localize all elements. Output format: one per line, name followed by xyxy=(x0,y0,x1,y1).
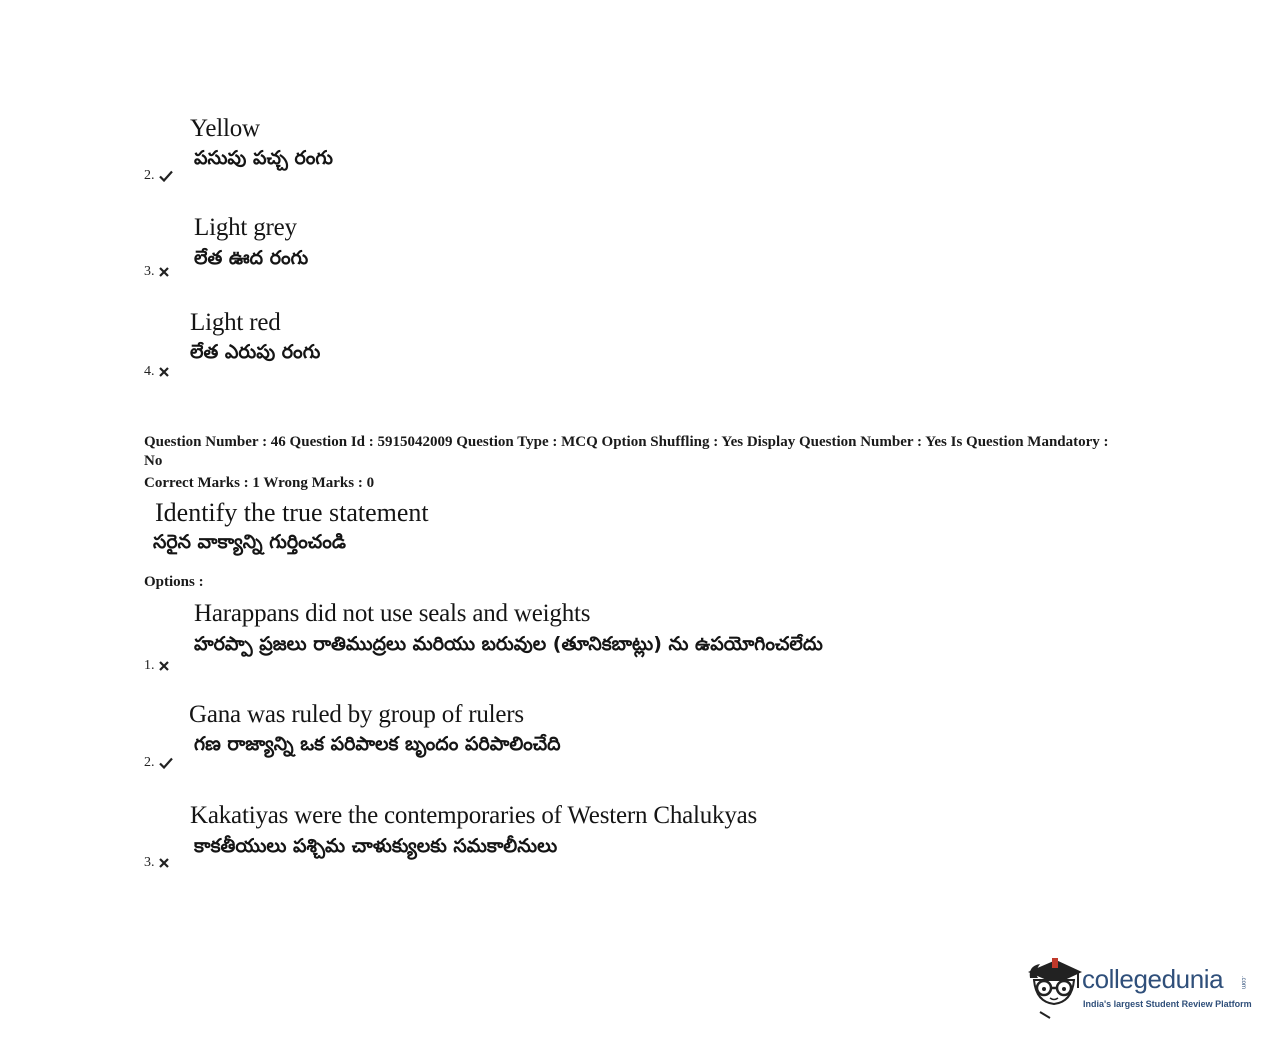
prev-option-3-telugu: లేత ఊద రంగు xyxy=(194,247,309,269)
option-number-label: 4. xyxy=(144,364,155,379)
prev-option-2-number xyxy=(144,168,173,184)
option-2-number xyxy=(144,755,173,771)
question-meta: Question Number : 46 Question Id : 5915042009 Question Type : MCQ Option Shuffling : Yes Display Question Number : Yes Is Question Mandatory : No xyxy=(144,434,1109,469)
prev-option-2-telugu: పసుపు పచ్చ రంగు xyxy=(194,147,333,169)
option-2-telugu: గణ రాజ్యాన్ని ఒక పరిపాలక బృందం పరిపాలించేది xyxy=(194,733,561,755)
cross-icon xyxy=(159,858,169,868)
logo-wordmark: collegedunia xyxy=(1082,964,1224,994)
prev-option-3-number xyxy=(144,264,169,280)
check-icon xyxy=(159,170,173,182)
cross-icon xyxy=(159,267,169,277)
collegedunia-logo xyxy=(1022,952,1252,1022)
prev-option-2-english: Yellow xyxy=(190,115,260,142)
logo-tagline: India's largest Student Review Platform xyxy=(1083,999,1252,1009)
prev-option-4-telugu: లేత ఎరుపు రంగు xyxy=(190,341,321,363)
option-number-label: 2. xyxy=(144,168,155,183)
logo-suffix: .com xyxy=(1240,976,1246,990)
option-number-label: 2. xyxy=(144,755,155,770)
option-number-label: 3. xyxy=(144,855,155,870)
question-marks: Correct Marks : 1 Wrong Marks : 0 xyxy=(144,475,375,491)
options-label: Options : xyxy=(144,574,204,590)
question-text-english: Identify the true statement xyxy=(155,498,429,527)
prev-option-3-english: Light grey xyxy=(194,214,297,241)
cross-icon xyxy=(159,661,169,671)
option-2-english: Gana was ruled by group of rulers xyxy=(189,701,524,728)
option-1-telugu: హరప్పా ప్రజలు రాతిముద్రలు మరియు బరువుల (తూనికబాట్లు) ను ఉపయోగించలేదు xyxy=(194,633,823,655)
cross-icon xyxy=(159,367,169,377)
option-3-english: Kakatiyas were the contemporaries of Western Chalukyas xyxy=(190,802,758,829)
prev-option-4-number xyxy=(144,364,169,380)
option-1-number xyxy=(144,658,169,674)
check-icon xyxy=(159,757,173,769)
option-3-number xyxy=(144,855,169,871)
mascot-icon xyxy=(1022,952,1084,1020)
question-text-telugu: సరైన వాక్యాన్ని గుర్తించండి xyxy=(153,531,346,553)
option-1-english: Harappans did not use seals and weights xyxy=(194,600,591,627)
prev-option-4-english: Light red xyxy=(190,309,281,336)
option-number-label: 3. xyxy=(144,264,155,279)
option-3-telugu: కాకతీయులు పశ్చిమ చాళుక్యులకు సమకాలీనులు xyxy=(194,835,558,857)
option-number-label: 1. xyxy=(144,658,155,673)
